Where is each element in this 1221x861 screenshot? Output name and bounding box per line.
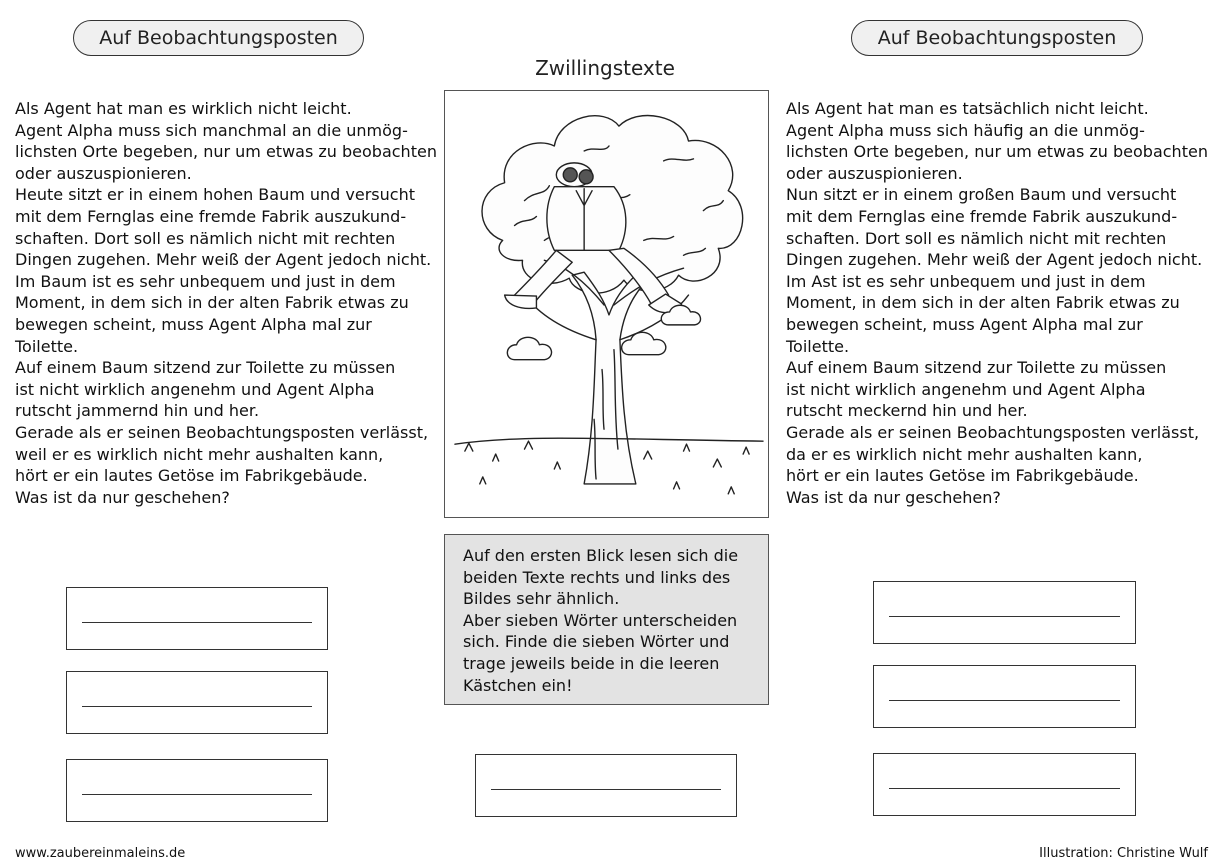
footer-website: www.zaubereinmaleins.de	[15, 846, 186, 861]
story-line: Dingen zugehen. Mehr weiß der Agent jedoch nicht.	[15, 250, 432, 270]
story-line: Toilette.	[786, 336, 850, 356]
story-line: Heute sitzt er in einem hohen Baum und versucht	[15, 185, 415, 205]
answer-box-left-2[interactable]	[66, 671, 328, 734]
task-line: Auf den ersten Blick lesen sich die	[463, 546, 739, 565]
writing-line	[889, 616, 1120, 617]
answer-box-left-1[interactable]	[66, 587, 328, 650]
story-line: oder auszuspionieren.	[786, 163, 963, 183]
story-line: mit dem Fernglas eine fremde Fabrik auszukund-	[15, 206, 407, 226]
story-line: Gerade als er seinen Beobachtungsposten verlässt,	[15, 422, 429, 442]
header-badge-right: Auf Beobachtungsposten	[851, 20, 1143, 56]
story-line: Gerade als er seinen Beobachtungsposten verlässt,	[786, 422, 1200, 442]
writing-line	[82, 706, 312, 707]
footer-credit: Illustration: Christine Wulf	[1039, 846, 1208, 861]
story-line: ist nicht wirklich angenehm und Agent Alpha	[15, 379, 375, 399]
story-line: Im Baum ist es sehr unbequem und just in dem	[15, 271, 396, 291]
story-line: ist nicht wirklich angenehm und Agent Alpha	[786, 379, 1146, 399]
story-line: oder auszuspionieren.	[15, 163, 192, 183]
task-line: sich. Finde die sieben Wörter und	[463, 632, 730, 652]
story-line: rutscht meckernd hin und her.	[786, 401, 1028, 421]
answer-box-right-1[interactable]	[873, 581, 1136, 644]
tree-agent-binoculars-icon	[445, 91, 768, 517]
page-title: Zwillingstexte	[535, 56, 675, 80]
story-text-left	[15, 98, 437, 508]
story-line: lichsten Orte begeben, nur um etwas zu beobachten	[786, 142, 1208, 162]
answer-box-right-2[interactable]	[873, 665, 1136, 728]
story-line: weil er es wirklich nicht mehr aushalten kann,	[15, 444, 384, 464]
story-line: Nun sitzt er in einem großen Baum und versucht	[786, 185, 1177, 205]
writing-line	[82, 794, 312, 795]
story-line: bewegen scheint, muss Agent Alpha mal zur	[15, 314, 372, 334]
story-line: lichsten Orte begeben, nur um etwas zu beobachten	[15, 142, 437, 162]
story-line: hört er ein lautes Getöse im Fabrikgebäude.	[786, 466, 1139, 486]
story-line: Als Agent hat man es tatsächlich nicht leicht.	[786, 99, 1149, 118]
story-line: Dingen zugehen. Mehr weiß der Agent jedoch nicht.	[786, 250, 1203, 270]
task-line: Bildes sehr ähnlich.	[463, 589, 620, 609]
story-line: Moment, in dem sich in der alten Fabrik etwas zu	[15, 293, 409, 313]
story-line: Agent Alpha muss sich manchmal an die unmög-	[15, 120, 408, 140]
story-line: bewegen scheint, muss Agent Alpha mal zur	[786, 314, 1143, 334]
story-line: schaften. Dort soll es nämlich nicht mit rechten	[786, 228, 1167, 248]
writing-line	[491, 789, 721, 790]
task-line: Aber sieben Wörter unterscheiden	[463, 610, 738, 630]
story-line: Moment, in dem sich in der alten Fabrik etwas zu	[786, 293, 1180, 313]
story-line: schaften. Dort soll es nämlich nicht mit rechten	[15, 228, 396, 248]
story-line: Agent Alpha muss sich häufig an die unmög-	[786, 120, 1145, 140]
task-line: Kästchen ein!	[463, 675, 573, 695]
task-line: beiden Texte rechts und links des	[463, 567, 731, 587]
story-line: Was ist da nur geschehen?	[786, 487, 1001, 507]
answer-box-left-3[interactable]	[66, 759, 328, 822]
writing-line	[889, 700, 1120, 701]
task-line: trage jeweils beide in die leeren	[463, 653, 720, 673]
story-line: Als Agent hat man es wirklich nicht leicht.	[15, 99, 352, 118]
story-line: Toilette.	[15, 336, 79, 356]
tree-agent-illustration	[444, 90, 769, 518]
story-line: da er es wirklich nicht mehr aushalten kann,	[786, 444, 1143, 464]
writing-line	[82, 622, 312, 623]
story-text-right	[786, 98, 1208, 508]
task-instructions	[444, 534, 769, 705]
answer-box-right-3[interactable]	[873, 753, 1136, 816]
story-line: Auf einem Baum sitzend zur Toilette zu müssen	[15, 358, 396, 378]
story-line: rutscht jammernd hin und her.	[15, 401, 260, 421]
story-line: hört er ein lautes Getöse im Fabrikgebäude.	[15, 466, 368, 486]
story-line: Im Ast ist es sehr unbequem und just in dem	[786, 271, 1146, 291]
answer-box-center[interactable]	[475, 754, 737, 817]
writing-line	[889, 788, 1120, 789]
story-line: Was ist da nur geschehen?	[15, 487, 230, 507]
header-badge-left: Auf Beobachtungsposten	[73, 20, 364, 56]
story-line: Auf einem Baum sitzend zur Toilette zu müssen	[786, 358, 1167, 378]
story-line: mit dem Fernglas eine fremde Fabrik auszukund-	[786, 206, 1178, 226]
